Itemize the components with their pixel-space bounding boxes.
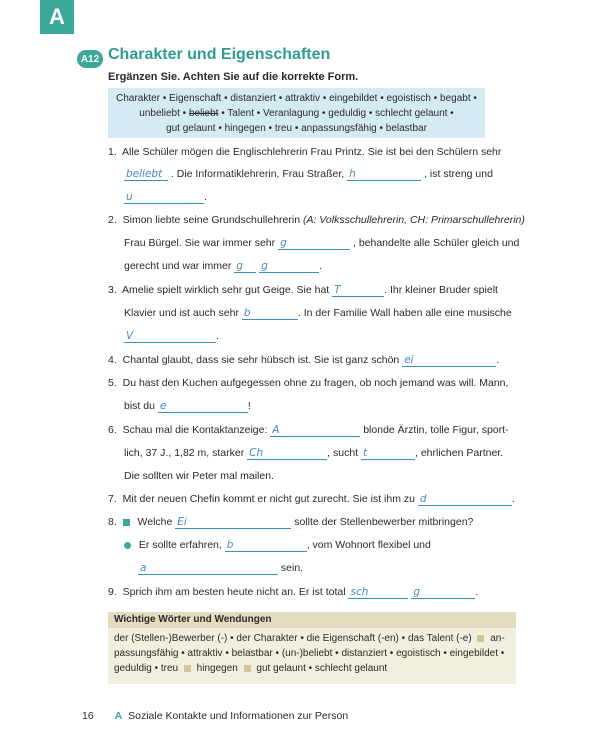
item-text: . [216,330,219,342]
item-text: . [319,260,323,272]
item-note: (A: Volksschullehrerin, CH: Primarschullehrerin) [302,214,525,226]
vocabulary-box [108,612,516,684]
vocabulary-text: an- [490,633,505,644]
separator-square-icon [184,665,191,672]
item-text: Du hast den Kuchen aufgegessen ohne zu fragen, ob noch jemand was will. Mann, [122,377,509,389]
exercise-line [124,447,503,460]
exercise-line [124,191,207,204]
item-number: 6. [108,424,117,436]
struck-word: beliebt [188,108,219,119]
exercise-item [108,516,473,529]
item-text: , sucht [327,447,359,459]
item-text: . Ihr kleiner Bruder spielt [384,284,498,296]
exercise-line [124,307,512,320]
answer-blank[interactable]: e [158,400,248,413]
separator-square-icon [477,635,484,642]
answer-blank[interactable]: b [242,307,298,320]
exercise-line [124,330,219,343]
exercise-item [108,284,498,297]
footer-text: Soziale Kontakte und Informationen zur Person [128,710,349,722]
item-number: 4. [108,354,117,366]
item-text: . [204,191,207,203]
item-text: Sprich ihm am besten heute nicht an. Er ist total [122,586,346,598]
exercise-item [108,377,508,389]
exercise-line [124,168,493,181]
item-text: . In der Familie Wall haben alle eine musische [297,307,512,319]
vocabulary-line: passungsfähig • attraktiv • belastbar • (un-)beliebt • distanziert • egoistisch • eingebildet • [114,648,505,659]
item-text: , behandelte alle Schüler gleich und [352,237,520,249]
word-box-line: Charakter • Eigenschaft • distanziert • attraktiv • eingebildet • egoistisch • begabt • [116,93,477,104]
answer-blank[interactable]: u [124,191,204,204]
exercise-badge: A12 [77,50,103,68]
page-number: 16 [82,710,94,722]
item-text: Alle Schüler mögen die Englischlehrerin Frau Printz. Sie ist bei den Schülern sehr [122,146,502,158]
exercise-title: Charakter und Eigenschaften [108,46,331,63]
exercise-item [108,424,509,437]
answer-blank[interactable]: V [124,330,216,343]
answer-blank[interactable]: g [234,260,256,273]
footer-unit: A [114,710,123,722]
answer-blank[interactable]: d [418,493,512,506]
item-text: . [496,354,500,366]
word-box [108,88,485,138]
item-text: blonde Ärztin, tolle Figur, sport- [363,424,509,436]
answer-blank[interactable]: ei [402,354,496,367]
item-text: , ehrlichen Partner. [415,447,504,459]
answer-blank[interactable]: g [278,237,350,250]
page-footer [82,710,348,722]
exercise-item [108,493,515,506]
vocabulary-text: hingegen [196,663,238,674]
vocabulary-text: gut gelaunt • schlecht gelaunt [256,663,388,674]
answer-blank[interactable]: sch [348,586,408,599]
item-text: gerecht und war immer [124,260,232,272]
answer-blank[interactable]: b [225,539,307,552]
item-text: Amelie spielt wirklich sehr gut Geige. Sie hat [122,284,330,296]
exercise-line [124,539,431,552]
vocabulary-text: der (Stellen-)Bewerber (-) • der Charakter • die Eigenschaft (-en) • das Talent (-e) [114,633,472,644]
word-box-text: unbeliebt • [139,108,187,119]
item-number: 1. [108,146,117,158]
item-text: Mit der neuen Chefin kommt er nicht gut zurecht. Sie ist ihm zu [122,493,415,505]
item-text: sollte der Stellenbewerber mitbringen? [294,516,474,528]
vocabulary-body [108,628,516,676]
speaker-a-square-icon [123,519,130,526]
item-text: . [475,586,479,598]
answer-blank[interactable]: Ei [175,516,291,529]
item-number: 3. [108,284,117,296]
answer-blank[interactable]: h [347,168,421,181]
word-box-line: gut gelaunt • hingegen • treu • anpassungsfähig • belastbar [166,123,427,134]
vocabulary-line [114,631,510,646]
item-number: 7. [108,493,117,505]
exercise-line [124,237,519,250]
word-box-text: • Talent • Veranlagung • geduldig • schlecht gelaunt • [221,108,454,119]
answer-blank[interactable]: T [332,284,384,297]
unit-tab: A [40,0,74,34]
answer-blank[interactable]: g [259,260,319,273]
item-number: 8. [108,516,117,528]
item-text: . Die Informatiklehrerin, Frau Straßer, [170,168,345,180]
vocabulary-heading: Wichtige Wörter und Wendungen [108,612,516,628]
item-number: 5. [108,377,117,389]
word-box-line [108,106,485,121]
exercise-line [124,260,322,273]
exercise-line [124,470,274,482]
item-text: Welche [137,516,173,528]
item-text: sein. [280,562,304,574]
exercise-item [108,354,499,367]
item-text: , vom Wohnort flexibel und [306,539,431,551]
item-text: Frau Bürgel. Sie war immer sehr [124,237,276,249]
exercise-item [108,586,478,599]
item-text: Er sollte erfahren, [138,539,222,551]
answer-blank[interactable]: beliebt [124,168,168,181]
answer-blank[interactable]: t [361,447,415,460]
exercise-item [108,146,501,158]
item-text: Die sollten wir Peter mal mailen. [124,470,274,482]
vocabulary-text: geduldig • treu [114,663,179,674]
item-text: bist du [124,400,155,412]
item-text: , ist streng und [424,168,493,180]
answer-blank[interactable]: a [138,562,278,575]
answer-blank[interactable]: g [411,586,475,599]
exercise-instruction: Ergänzen Sie. Achten Sie auf die korrekte Form. [108,71,359,83]
item-text: Simon liebte seine Grundschullehrerin [122,214,301,226]
exercise-item [108,214,525,226]
item-number: 9. [108,586,117,598]
speaker-b-dot-icon [124,542,131,549]
item-text: ! [247,400,251,412]
item-text: lich, 37 J., 1,82 m, starker [124,447,245,459]
exercise-line [124,400,251,413]
item-text: Schau mal die Kontaktanzeige: [122,424,268,436]
exercise-line [138,562,303,575]
item-text: Klavier und ist auch sehr [124,307,239,319]
answer-blank[interactable]: Ch [247,447,327,460]
answer-blank[interactable]: A [270,424,360,437]
separator-square-icon [244,665,251,672]
item-text: Chantal glaubt, dass sie sehr hübsch ist. Sie ist ganz schön [122,354,400,366]
item-number: 2. [108,214,117,226]
item-text: . [511,493,515,505]
vocabulary-line [114,661,510,676]
